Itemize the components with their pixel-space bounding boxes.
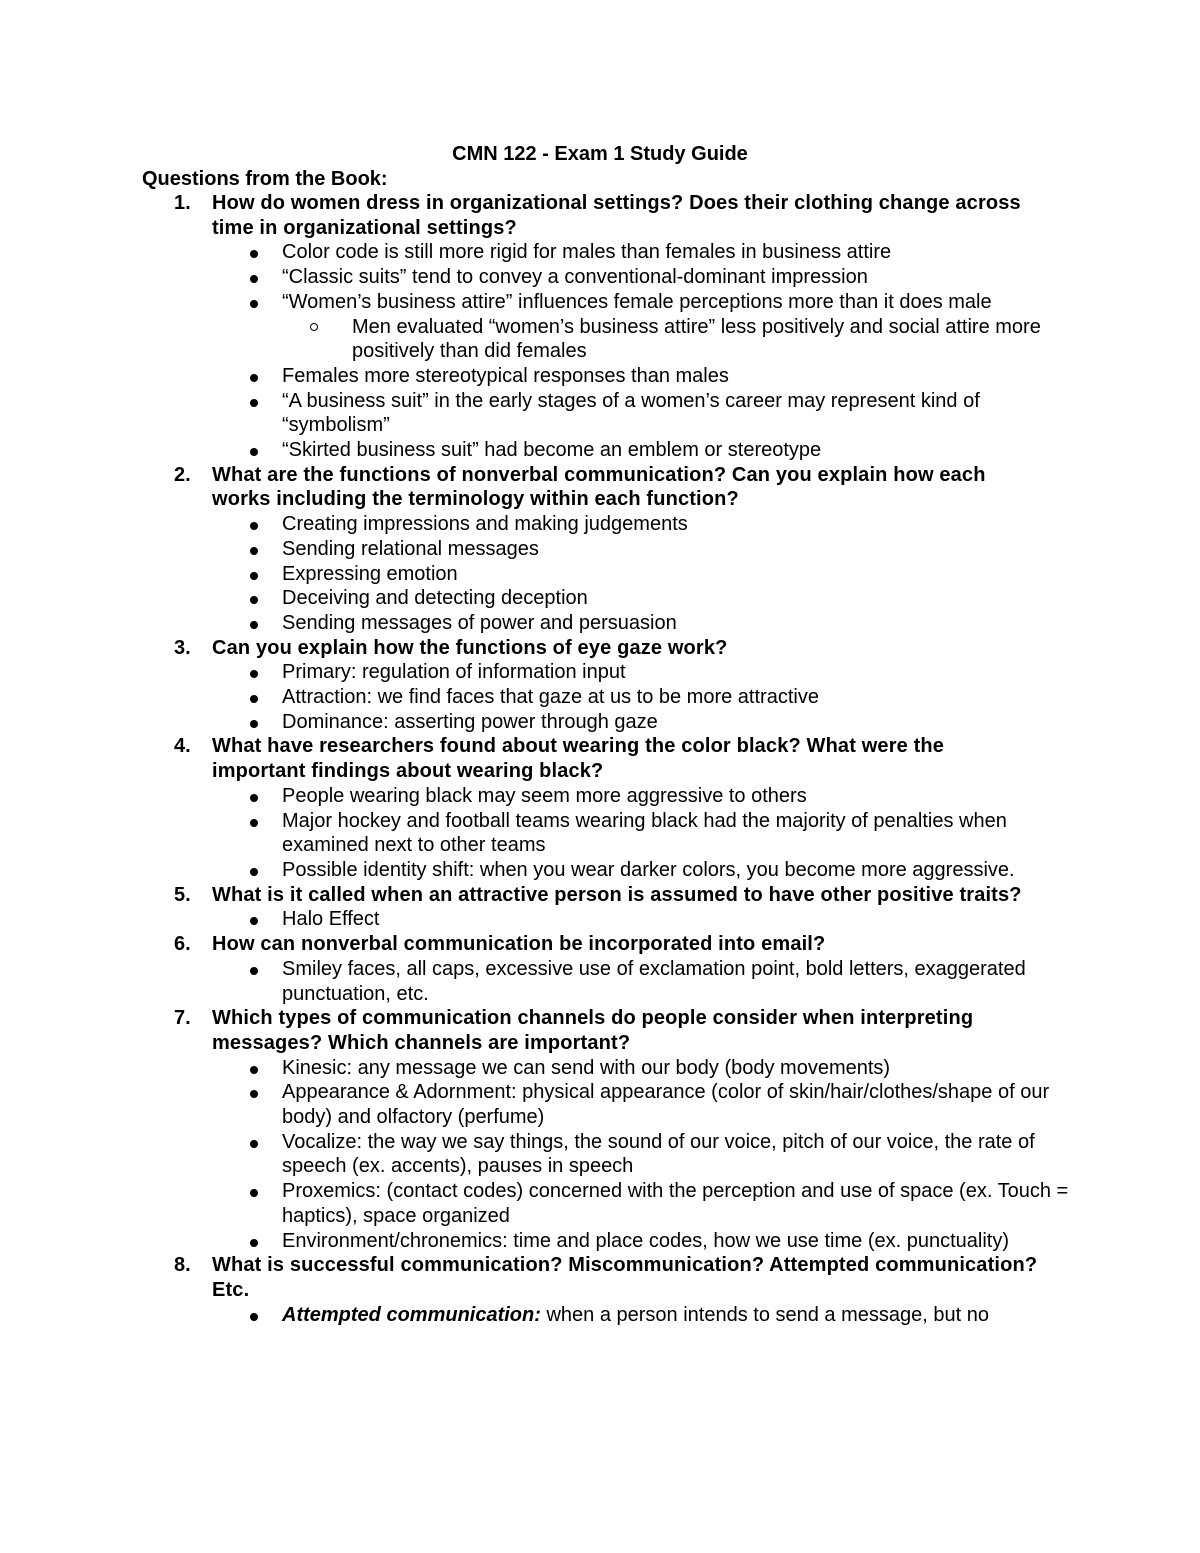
question-item	[0, 883, 1200, 932]
answer-item	[0, 586, 1200, 611]
answer-body: when a person intends to send a message, but no	[540, 1303, 989, 1326]
answer-text: Attraction: we find faces that gaze at us to be more attractive	[282, 686, 819, 709]
hollow-bullet-icon	[310, 323, 318, 331]
answer-text: Vocalize: the way we say things, the sound of our voice, pitch of our voice, the rate of speech (ex. accents), pauses in speech	[282, 1130, 1035, 1178]
answer-text: Smiley faces, all caps, excessive use of exclamation point, bold letters, exaggerated punctuation, etc.	[282, 957, 1026, 1005]
question-number: 4.	[174, 735, 191, 758]
answer-item	[0, 1179, 1200, 1228]
answer-item	[0, 389, 1200, 438]
bullet-icon	[250, 547, 258, 555]
question-text: How can nonverbal communication be incorporated into email?	[212, 933, 826, 956]
answer-text: “Skirted business suit” had become an emblem or stereotype	[282, 439, 822, 462]
answer-item	[0, 438, 1200, 463]
question-text: Which types of communication channels do people consider when interpreting messages? Which channels are important?	[212, 1007, 974, 1054]
bullet-icon	[250, 621, 258, 629]
answer-item	[0, 1303, 1200, 1328]
question-item	[0, 1006, 1200, 1253]
answer-list	[0, 957, 1200, 1006]
document-title: CMN 122 - Exam 1 Study Guide	[452, 143, 748, 165]
bullet-icon	[250, 917, 258, 925]
bullet-icon	[250, 794, 258, 802]
bullet-icon	[250, 720, 258, 728]
answer-item	[0, 537, 1200, 562]
answer-item	[0, 809, 1200, 858]
question-number: 3.	[174, 636, 191, 659]
answer-list	[0, 660, 1200, 734]
bullet-icon	[250, 250, 258, 258]
question-item	[0, 463, 1200, 636]
answer-item	[0, 1080, 1200, 1129]
question-text: What are the functions of nonverbal communication? Can you explain how each works including the terminology within each function?	[212, 463, 986, 511]
answer-item	[0, 1130, 1200, 1179]
answer-list	[0, 784, 1200, 883]
bullet-icon	[250, 670, 258, 678]
answer-item	[0, 907, 1200, 932]
answer-text: Halo Effect	[282, 908, 380, 931]
answer-lead-term: Attempted communication:	[282, 1303, 541, 1326]
question-number: 6.	[174, 933, 191, 956]
sub-answer-item	[0, 315, 1200, 364]
answer-item	[0, 784, 1200, 809]
answer-text: Primary: regulation of information input	[282, 661, 626, 684]
question-number: 1.	[174, 192, 191, 214]
bullet-icon	[250, 1066, 258, 1074]
answer-item	[0, 562, 1200, 587]
bullet-icon	[250, 300, 258, 308]
answer-text: Deceiving and detecting deception	[282, 587, 588, 610]
answer-text: Environment/chronemics: time and place codes, how we use time (ex. punctuality)	[282, 1229, 1010, 1252]
question-list	[0, 191, 1200, 1327]
bullet-icon	[250, 1189, 258, 1197]
bullet-icon	[250, 596, 258, 604]
answer-item	[0, 685, 1200, 710]
answer-list	[0, 1303, 1200, 1328]
question-item	[0, 636, 1200, 735]
question-text: What have researchers found about wearing the color black? What were the important findings about wearing black?	[212, 735, 945, 783]
question-item	[0, 932, 1200, 1006]
bullet-icon	[250, 695, 258, 703]
answer-text: People wearing black may seem more aggressive to others	[282, 784, 807, 807]
answer-item	[0, 710, 1200, 735]
answer-item	[0, 858, 1200, 883]
question-text: What is successful communication? Miscommunication? Attempted communication? Etc.	[212, 1254, 1038, 1301]
answer-text: Kinesic: any message we can send with our body (body movements)	[282, 1056, 891, 1079]
question-item	[0, 1253, 1200, 1327]
bullet-icon	[250, 1090, 258, 1098]
bullet-icon	[250, 374, 258, 382]
answer-text: Color code is still more rigid for males than females in business attire	[282, 241, 892, 264]
answer-list	[0, 1056, 1200, 1254]
question-number: 8.	[174, 1254, 191, 1277]
answer-text: “Women’s business attire” influences female perceptions more than it does male	[282, 290, 992, 313]
question-text: Can you explain how the functions of eye gaze work?	[212, 636, 728, 659]
question-item	[0, 734, 1200, 882]
answer-text: Appearance & Adornment: physical appearance (color of skin/hair/clothes/shape of our body) and olfactory (perfume)	[282, 1081, 1050, 1129]
question-number: 5.	[174, 883, 191, 906]
bullet-icon	[250, 1313, 258, 1321]
bullet-icon	[250, 448, 258, 456]
bullet-icon	[250, 522, 258, 530]
answer-text: Dominance: asserting power through gaze	[282, 710, 658, 733]
answer-text: Expressing emotion	[282, 562, 458, 585]
bullet-icon	[250, 572, 258, 580]
answer-item	[0, 611, 1200, 636]
answer-item	[0, 364, 1200, 389]
question-number: 7.	[174, 1007, 191, 1030]
answer-list	[0, 240, 1200, 462]
answer-item	[0, 512, 1200, 537]
question-number: 2.	[174, 463, 191, 486]
answer-text: Sending relational messages	[282, 537, 539, 560]
answer-text: Sending messages of power and persuasion	[282, 611, 677, 634]
answer-list	[0, 907, 1200, 932]
question-item	[0, 191, 1200, 463]
answer-text	[282, 1303, 1072, 1328]
answer-item	[0, 1056, 1200, 1081]
answer-item	[0, 660, 1200, 685]
bullet-icon	[250, 819, 258, 827]
sub-answer-list	[0, 315, 1200, 364]
answer-text: “A business suit” in the early stages of a women’s career may represent kind of “symbolism”	[282, 389, 980, 437]
bullet-icon	[250, 1140, 258, 1148]
section-heading: Questions from the Book:	[142, 168, 388, 190]
answer-text: Females more stereotypical responses than males	[282, 364, 729, 387]
bullet-icon	[250, 1239, 258, 1247]
answer-item	[0, 1229, 1200, 1254]
answer-list	[0, 512, 1200, 636]
answer-item	[0, 240, 1200, 265]
answer-text: Creating impressions and making judgements	[282, 513, 688, 536]
answer-text: “Classic suits” tend to convey a conventional-dominant impression	[282, 266, 868, 289]
sub-answer-text: Men evaluated “women’s business attire” less positively and social attire more positively than did females	[352, 315, 1041, 363]
bullet-icon	[250, 967, 258, 975]
bullet-icon	[250, 868, 258, 876]
answer-text: Proxemics: (contact codes) concerned with the perception and use of space (ex. Touch = haptics), space organized	[282, 1180, 1069, 1227]
answer-text: Possible identity shift: when you wear darker colors, you become more aggressive.	[282, 858, 1015, 881]
question-text: What is it called when an attractive person is assumed to have other positive traits?	[212, 883, 1022, 906]
answer-item	[0, 290, 1200, 364]
answer-text: Major hockey and football teams wearing black had the majority of penalties when examined next to other teams	[282, 809, 1007, 857]
bullet-icon	[250, 275, 258, 283]
answer-item	[0, 265, 1200, 290]
question-text: How do women dress in organizational settings? Does their clothing change across time in organizational settings?	[212, 192, 1021, 239]
answer-item	[0, 957, 1200, 1006]
bullet-icon	[250, 399, 258, 407]
